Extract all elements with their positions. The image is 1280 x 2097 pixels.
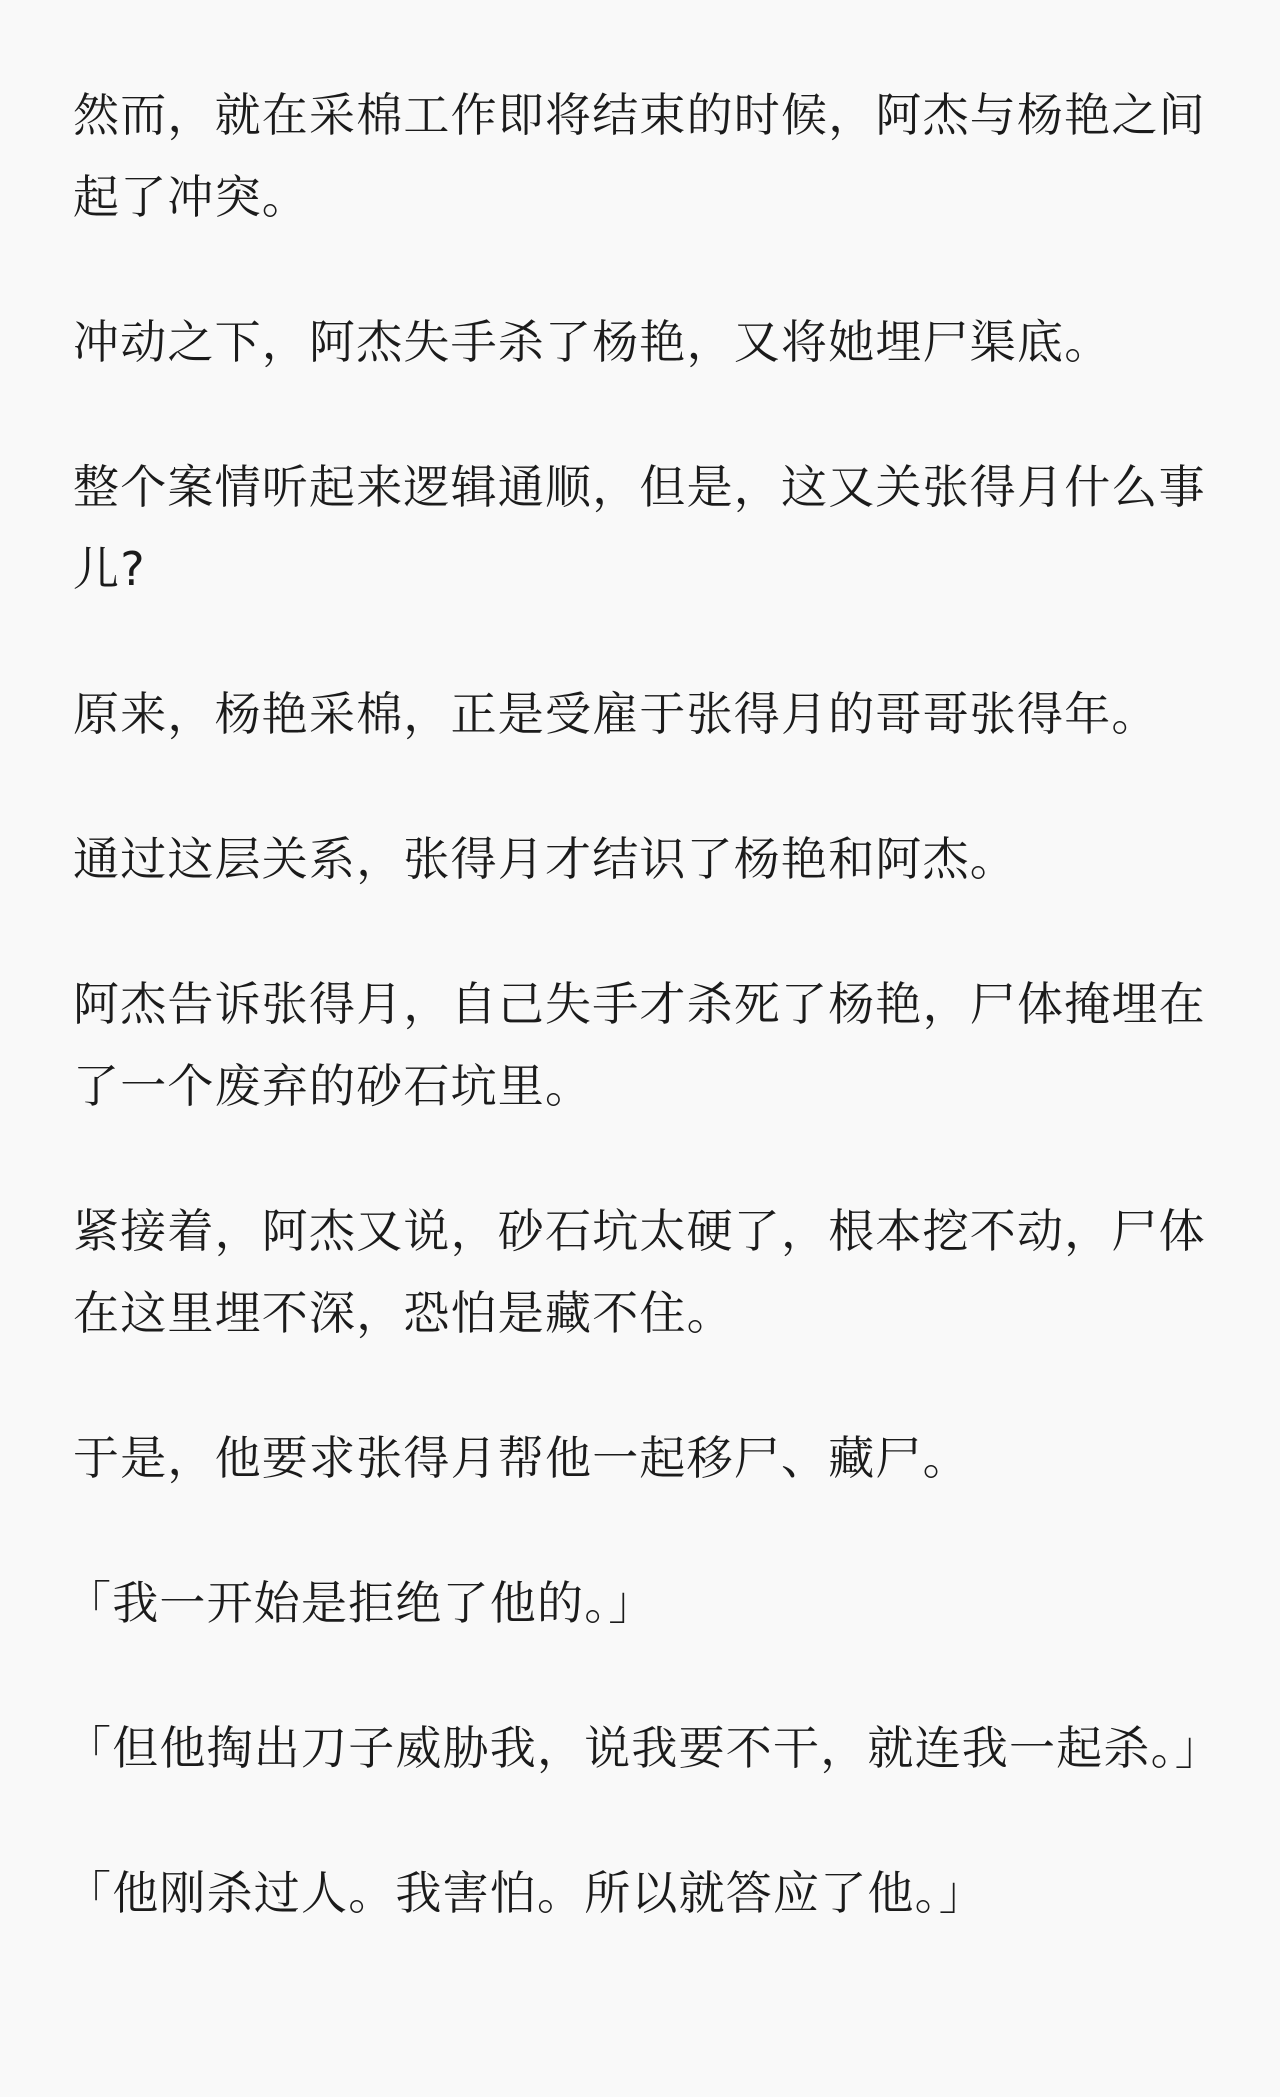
paragraph: 紧接着，阿杰又说，砂石坑太硬了，根本挖不动，尸体在这里埋不深，恐怕是藏不住。: [73, 1204, 1206, 1340]
paragraph: 冲动之下，阿杰失手杀了杨艳，又将她埋尸渠底。: [73, 315, 1112, 369]
article-body: [65, 74, 1222, 1934]
quote-paragraph: 「我一开始是拒绝了他的。」: [65, 1576, 656, 1630]
quote-paragraph: 「但他掏出刀子威胁我，说我要不干，就连我一起杀。」: [65, 1721, 1222, 1775]
paragraph: 于是，他要求张得月帮他一起移尸、藏尸。: [73, 1431, 970, 1485]
paragraph: 整个案情听起来逻辑通顺，但是，这又关张得月什么事儿?: [73, 460, 1206, 596]
paragraph: 原来，杨艳采棉，正是受雇于张得月的哥哥张得年。: [73, 687, 1159, 741]
paragraph: 然而，就在采棉工作即将结束的时候，阿杰与杨艳之间起了冲突。: [73, 88, 1206, 224]
paragraph: 通过这层关系，张得月才结识了杨艳和阿杰。: [73, 832, 1017, 886]
quote-paragraph: 「他刚杀过人。我害怕。所以就答应了他。」: [65, 1866, 986, 1920]
paragraph: 阿杰告诉张得月，自己失手才杀死了杨艳，尸体掩埋在了一个废弃的砂石坑里。: [73, 977, 1206, 1113]
